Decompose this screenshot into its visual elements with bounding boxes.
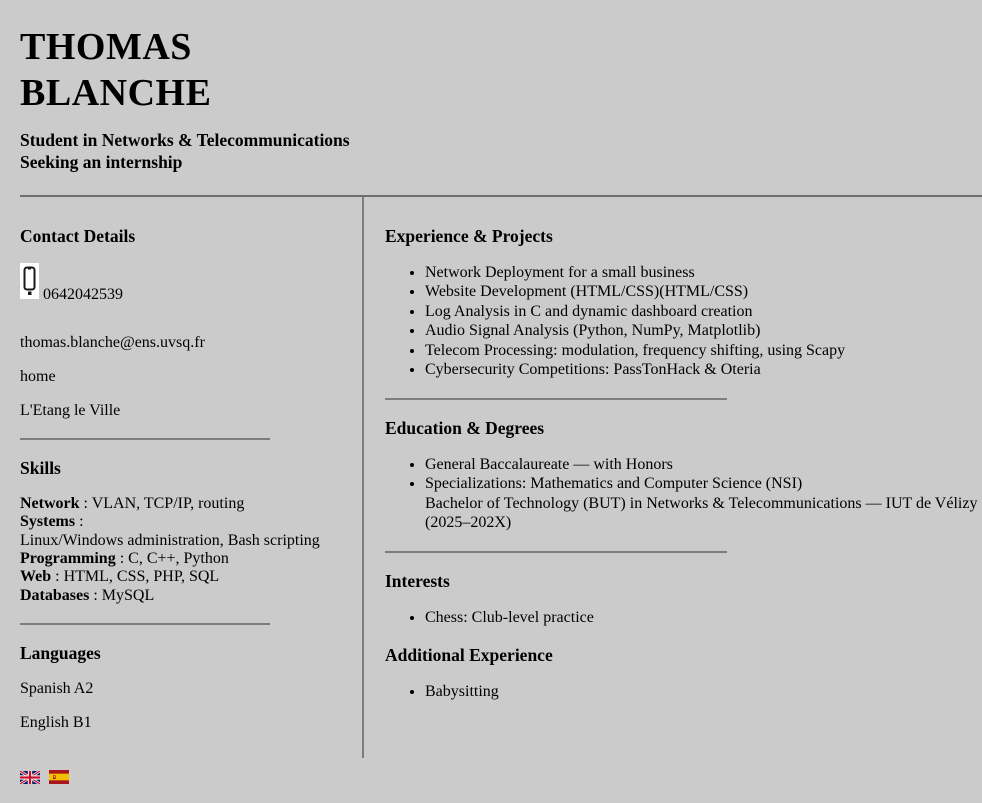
spain-flag-icon[interactable] [49, 770, 69, 784]
phone-number: 0642042539 [43, 285, 123, 303]
contact-heading: Contact Details [20, 225, 136, 246]
education-heading: Education & Degrees [385, 417, 545, 438]
experience-list [385, 263, 978, 380]
home-text: home [20, 367, 56, 385]
experience-item: • Telecom Processing: modulation, frequency shifting, using Scapy [425, 341, 978, 361]
section-divider [385, 398, 727, 400]
language-switcher [0, 758, 982, 803]
section-divider [385, 551, 727, 553]
email-text: thomas.blanche@ens.uvsq.fr [20, 333, 205, 351]
experience-item: • Website Development (HTML/CSS)(HTML/CSS) [425, 282, 978, 302]
left-column [0, 197, 362, 758]
skill-line: Databases : MySQL [20, 586, 155, 604]
phone-row [20, 263, 342, 304]
education-item: • General Baccalaureate — with Honors [425, 455, 978, 475]
experience-item: • Network Deployment for a small business [425, 263, 978, 283]
mobile-phone-icon [20, 263, 39, 299]
skill-line: Network : VLAN, TCP/IP, routing [20, 494, 245, 512]
skill-line: Systems : [20, 513, 84, 531]
experience-heading: Experience & Projects [385, 225, 553, 246]
experience-item: • Log Analysis in C and dynamic dashboard creation [425, 302, 978, 322]
page-title: THOMAS BLANCHE [20, 26, 212, 115]
subtitle-line-1: Student in Networks & Telecommunications [20, 129, 350, 150]
section-divider [20, 438, 270, 440]
experience-item: • Audio Signal Analysis (Python, NumPy, Matplotlib) [425, 321, 978, 341]
additional-experience-item: • Babysitting [425, 682, 978, 702]
additional-experience-list [385, 682, 978, 702]
languages-heading: Languages [20, 643, 101, 664]
additional-experience-heading: Additional Experience [385, 645, 553, 666]
header [0, 0, 982, 173]
interests-list [385, 608, 978, 628]
education-list [385, 455, 978, 533]
subtitle [20, 129, 962, 173]
skill-line: Programming : C, C++, Python [20, 549, 229, 567]
interest-item: • Chess: Club-level practice [425, 608, 978, 628]
subtitle-line-2: Seeking an internship [20, 151, 183, 172]
education-item: • Specializations: Mathematics and Computer Science (NSI) Bachelor of Technology (BUT) in Networks & Telecommunications — IUT de Vélizy (2025–202X) [425, 474, 978, 533]
skills-list [20, 495, 342, 605]
right-column [364, 197, 982, 758]
skill-line: Web : HTML, CSS, PHP, SQL [20, 568, 220, 586]
section-divider [20, 623, 270, 625]
main-content [0, 197, 982, 758]
language-item: Spanish A2 [20, 680, 94, 698]
address-text: L'Etang le Ville [20, 401, 121, 419]
language-item: English B1 [20, 714, 92, 732]
experience-item: • Cybersecurity Competitions: PassTonHack & Oteria [425, 360, 978, 380]
interests-heading: Interests [385, 570, 450, 591]
uk-flag-icon[interactable] [20, 771, 40, 784]
skill-line: Linux/Windows administration, Bash scripting [20, 531, 320, 549]
skills-heading: Skills [20, 457, 61, 478]
